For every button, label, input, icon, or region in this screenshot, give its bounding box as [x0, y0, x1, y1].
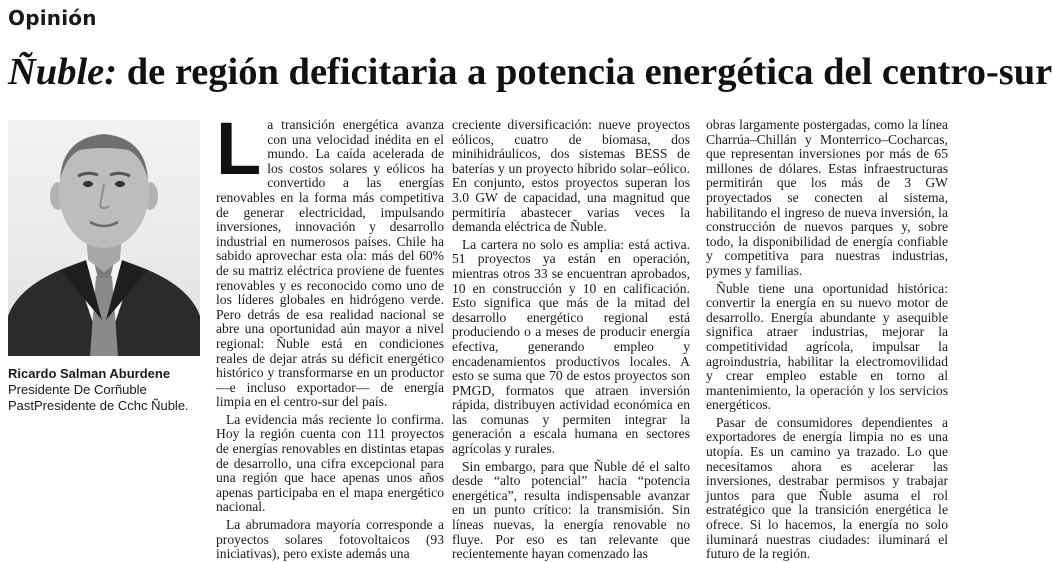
article-paragraph: Pasar de consumidores dependientes a exportadores de energía limpia no es una utopía. Es un camino ya trazado. Lo que necesitamos ahora es acelerar las inversiones, destrabar permisos y trabajar juntos para que Ñuble asuma el rol estratégico que la transición energética le ofrece. Si lo hacemos, la energía no solo iluminará nuestras ciudades: iluminará el futuro de la región. — [706, 414, 948, 562]
section-label: Opinión — [8, 6, 97, 30]
article-paragraph: La evidencia más reciente lo confirma. Hoy la región cuenta con 111 proyectos de energías renovables en distintas etapas de desarrollo, una cifra excepcional para una región que hace apenas unos años apenas participaba en el mapa energético nacional. — [216, 411, 444, 515]
author-photo — [8, 120, 200, 356]
author-caption — [8, 366, 208, 414]
headline-lead: Ñuble: — [8, 51, 118, 93]
author-role: Presidente De Corñuble — [8, 382, 147, 397]
article-paragraph: La cartera no solo es amplia: está activa. 51 proyectos ya están en operación, mientras otros 33 se encuentran aprobados, 10 en construcción y 10 en calificación. Esto significa que más de la mitad del desarrollo energético regional está produciendo o a meses de producir energía efectiva, generando empleo y encadenamientos productivos locales. A esto se suma que 70 de estos proyectos son PMGD, formatos que atraen inversión rápida, distribuyen actividad económica en las comunas y permiten integrar la generación a escala humana en sectores agrícolas y rurales. — [452, 236, 690, 457]
headline-rest: de región deficitaria a potencia energética del centro-sur — [117, 51, 1052, 93]
article-paragraph — [216, 107, 444, 410]
headline — [8, 50, 1052, 94]
paragraph-text: a transición energética avanza con una velocidad inédita en el mundo. La caída acelerada de los costos solares y eólicos ha convertido a las energías renovables en la forma más competitiva de generar electricidad, impulsando inversiones, innovación y desarrollo industrial en numerosos países. Chile ha sabido aprovechar esta ola: más del 60% de su matriz eléctrica proviene de fuentes renovables y es reconocido como uno de los líderes globales en hidrógeno verde. Pero detrás de esa realidad nacional se abre una oportunidad aún mayor a nivel regional: Ñuble está en condiciones reales de dejar atrás su déficit energético histórico y transformarse en un productor —e incluso exportador— de energía limpia en el centro-sur del país. — [216, 117, 444, 410]
drop-cap: L — [216, 107, 262, 190]
author-name: Ricardo Salman Aburdene — [8, 366, 171, 381]
article-paragraph: Sin embargo, para que Ñuble dé el salto desde “alto potencial” hacia “potencia energética”, resulta indispensable avanzar en un punto crítico: la transmisión. Sin líneas nuevas, la energía renovable no fluye. Por eso es tan relevante que recientemente hayan comenzado las — [452, 458, 690, 562]
article-paragraph: obras largamente postergadas, como la línea Charrúa–Chillán y Monterrico–Cocharcas, que representan inversiones por más de 65 millones de dólares. Estas infraestructuras permitirán que los más de 3 GW proyectados se conecten al sistema, habilitando el ingreso de nueva inversión, la construcción de nuevos parques y, sobre todo, la disponibilidad de energía confiable y competitiva para nuestras industrias, pymes y familias. — [706, 117, 948, 278]
article-column-2 — [452, 117, 690, 562]
article-paragraph: Ñuble tiene una oportunidad histórica: convertir la energía en su nuevo motor de desarrollo. Energía abundante y asequible significa atraer industrias, mejorar la competitividad agrícola, impulsar la agroindustria, habilitar la electromovilidad y crear empleo estable en torno al mantenimiento, la operación y los servicios energéticos. — [706, 280, 948, 413]
article-paragraph: creciente diversificación: nueve proyectos eólicos, cuatro de biomasa, dos minihidráulicos, dos sistemas BESS de baterías y un proyecto híbrido solar–eólico. En conjunto, estos proyectos superan los 3.0 GW de capacidad, una magnitud que permitiría abastecer varias veces la demanda eléctrica de Ñuble. — [452, 117, 690, 235]
article-column-1 — [216, 107, 444, 562]
author-role-past: PastPresidente de Cchc Ñuble. — [8, 398, 189, 413]
article-column-3 — [706, 117, 948, 562]
article-paragraph: La abrumadora mayoría corresponde a proyectos solares fotovoltaicos (93 iniciativas), pero existe además una — [216, 517, 444, 562]
